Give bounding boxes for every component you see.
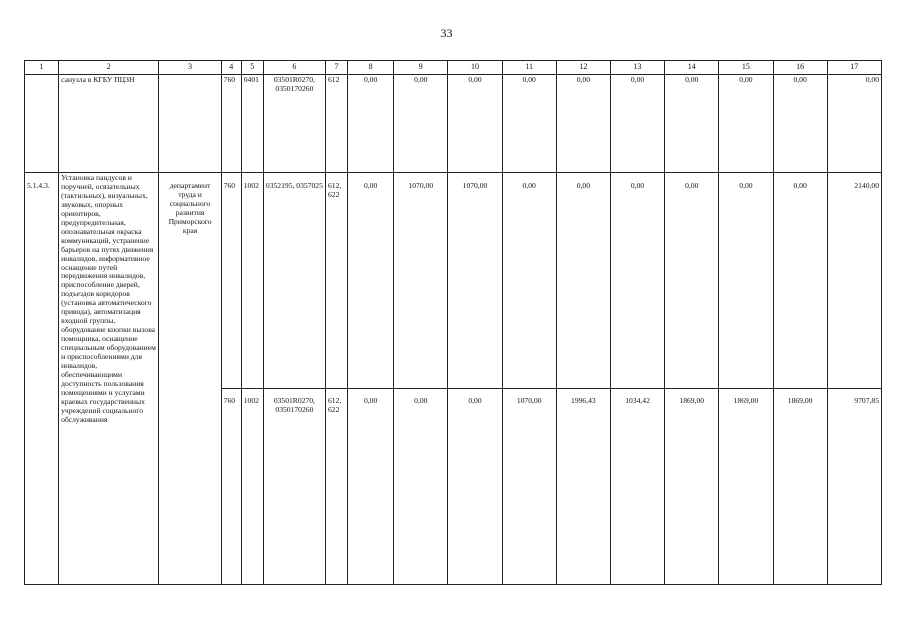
column-header: 13 — [610, 61, 664, 75]
code-cell: 03501R0270, 0350170260 — [263, 389, 325, 585]
value-cell: 0,00 — [556, 75, 610, 173]
code-cell: 03501R0270, 0350170260 — [263, 75, 325, 173]
value-cell: 1070,00 — [502, 389, 556, 585]
value-cell: 0,00 — [610, 173, 664, 389]
value-cell: 1996,43 — [556, 389, 610, 585]
value-cell: 0,00 — [773, 75, 827, 173]
row-number-cell: 5.1.4.3. — [25, 173, 59, 585]
value-cell: 1869,00 — [665, 389, 719, 585]
column-header: 4 — [221, 61, 241, 75]
code-cell: 760 — [221, 75, 241, 173]
code-cell: 1002 — [241, 389, 263, 585]
column-header: 12 — [556, 61, 610, 75]
value-cell: 0,00 — [719, 75, 773, 173]
executor-cell: департамент труда и социального развития Приморского края — [159, 173, 221, 585]
column-header: 15 — [719, 61, 773, 75]
value-cell: 1034,42 — [610, 389, 664, 585]
code-cell: 612 — [325, 75, 347, 173]
column-header: 2 — [59, 61, 159, 75]
value-cell: 0,00 — [719, 173, 773, 389]
value-cell: 0,00 — [665, 173, 719, 389]
code-cell: 0401 — [241, 75, 263, 173]
value-cell: 0,00 — [502, 75, 556, 173]
column-header: 7 — [325, 61, 347, 75]
column-header: 10 — [448, 61, 502, 75]
value-cell: 1070,00 — [448, 173, 502, 389]
value-cell: 1869,00 — [773, 389, 827, 585]
executor-cell — [159, 75, 221, 173]
value-cell: 9707,85 — [827, 389, 881, 585]
code-cell: 0352195, 0357025 — [263, 173, 325, 389]
column-header: 11 — [502, 61, 556, 75]
value-cell: 0,00 — [394, 389, 448, 585]
table-header-row — [25, 61, 882, 75]
value-cell: 0,00 — [448, 75, 502, 173]
value-cell: 1070,00 — [394, 173, 448, 389]
table-row — [25, 173, 882, 389]
value-cell: 0,00 — [610, 75, 664, 173]
column-header: 9 — [394, 61, 448, 75]
row-number-cell — [25, 75, 59, 173]
value-cell: 0,00 — [827, 75, 881, 173]
value-cell: 0,00 — [502, 173, 556, 389]
column-header: 17 — [827, 61, 881, 75]
column-header: 8 — [348, 61, 394, 75]
description-cell: санузла в КГБУ ПЦЗН — [59, 75, 159, 173]
value-cell: 1869,00 — [719, 389, 773, 585]
value-cell: 0,00 — [773, 173, 827, 389]
value-cell: 2140,00 — [827, 173, 881, 389]
column-header: 16 — [773, 61, 827, 75]
column-header: 14 — [665, 61, 719, 75]
table-row — [25, 75, 882, 173]
value-cell: 0,00 — [348, 173, 394, 389]
code-cell: 1002 — [241, 173, 263, 389]
column-header: 6 — [263, 61, 325, 75]
value-cell: 0,00 — [394, 75, 448, 173]
code-cell: 612, 622 — [325, 173, 347, 389]
column-header: 1 — [25, 61, 59, 75]
column-header: 5 — [241, 61, 263, 75]
budget-table — [24, 60, 882, 585]
value-cell: 0,00 — [348, 75, 394, 173]
column-header: 3 — [159, 61, 221, 75]
description-cell: Установка пандусов и поручней, осязательных (тактильных), визуальных, звуковых, опорных ориентиров, предупредительная, опознавательная окраска коммуникаций, устранение барьеров на путях движения инвалидов, информативное оснащение путей передвижения инвалидов, приспособление дверей, подъездов коридоров (установка автоматического привода), автоматизация входной группы, оборудование кнопки вызова помощника, оснащение специальным оборудованием и приспособлениями для инвалидов, обеспечивающими доступность пользования помещениями и услугами краевых государственных учреждений социального обслуживания — [59, 173, 159, 585]
value-cell: 0,00 — [556, 173, 610, 389]
page-number: 33 — [440, 26, 453, 40]
value-cell: 0,00 — [448, 389, 502, 585]
code-cell: 760 — [221, 389, 241, 585]
value-cell: 0,00 — [665, 75, 719, 173]
value-cell: 0,00 — [348, 389, 394, 585]
code-cell: 612, 622 — [325, 389, 347, 585]
code-cell: 760 — [221, 173, 241, 389]
